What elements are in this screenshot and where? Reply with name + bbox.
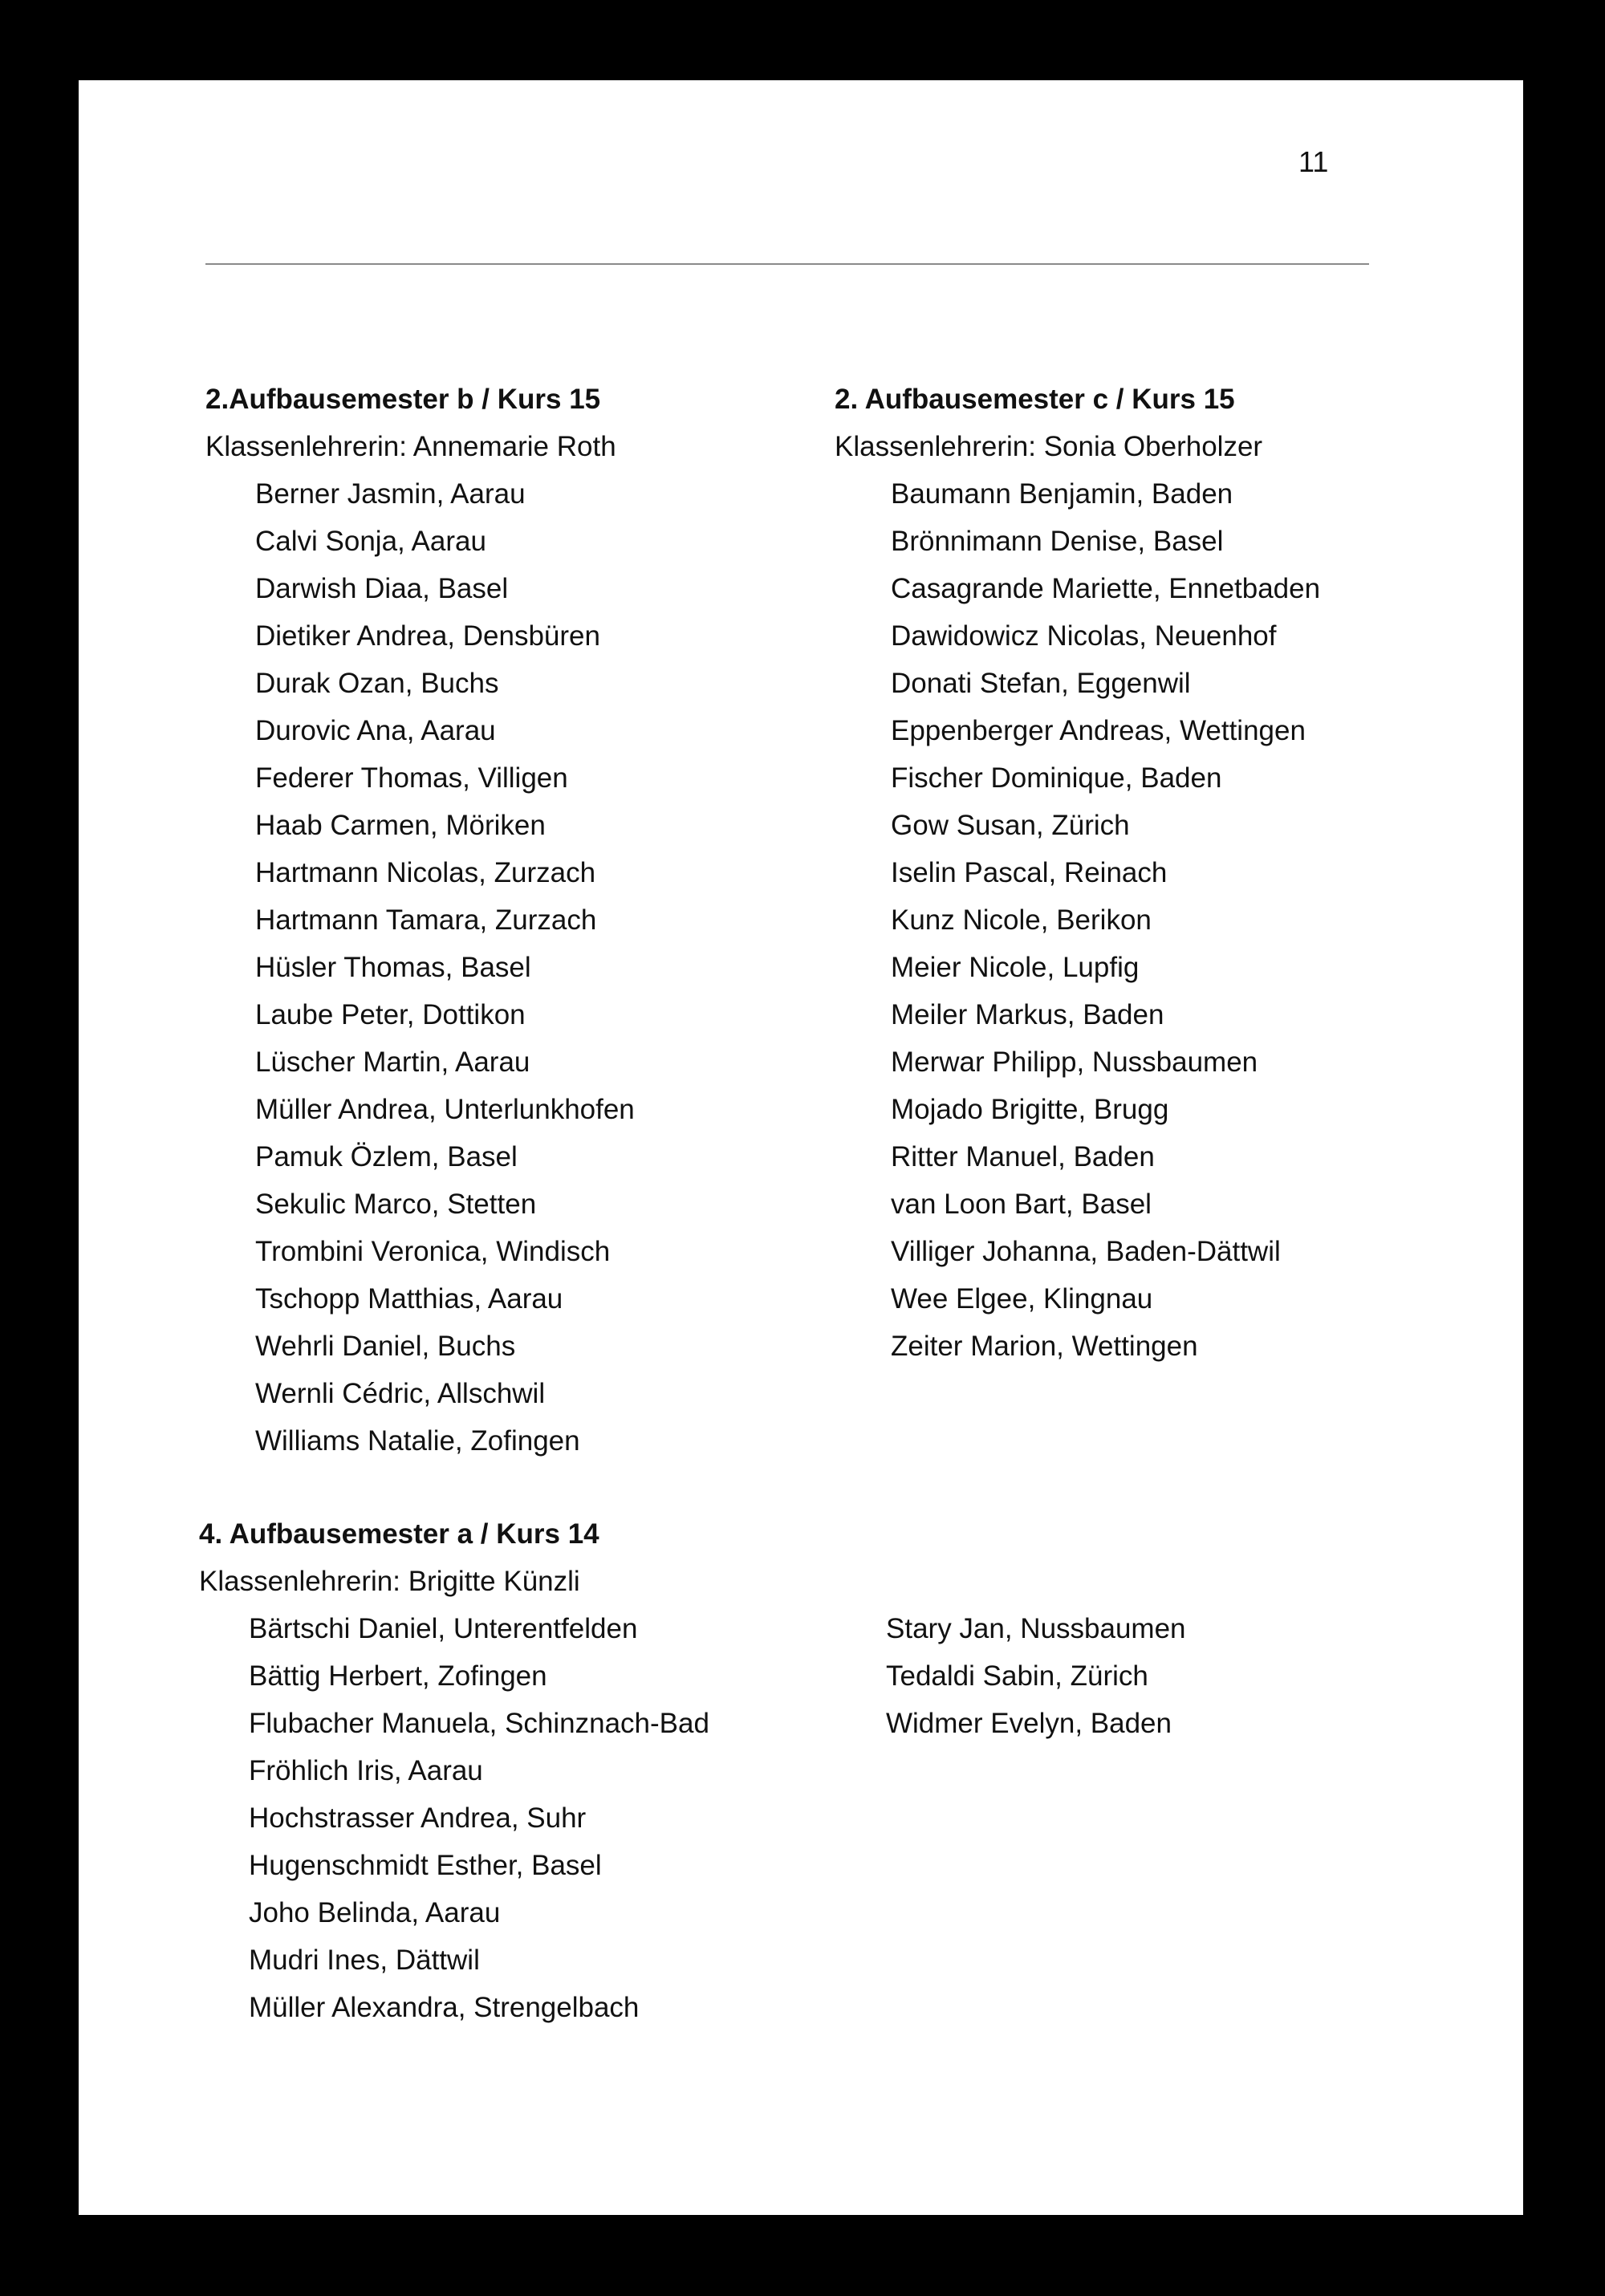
student-entry: Lüscher Martin, Aarau: [255, 1046, 530, 1078]
student-entry: Berner Jasmin, Aarau: [255, 478, 526, 510]
student-entry: Müller Andrea, Unterlunkhofen: [255, 1094, 635, 1125]
student-entry: Flubacher Manuela, Schinznach-Bad: [249, 1708, 709, 1739]
student-entry: Federer Thomas, Villigen: [255, 762, 568, 794]
student-entry: Joho Belinda, Aarau: [249, 1897, 501, 1928]
student-entry: van Loon Bart, Basel: [891, 1189, 1152, 1220]
student-entry: Darwish Diaa, Basel: [255, 573, 509, 604]
student-entry: Merwar Philipp, Nussbaumen: [891, 1046, 1258, 1078]
student-list: [886, 1605, 1186, 1747]
student-entry: Mudri Ines, Dättwil: [249, 1944, 480, 1976]
student-entry: Iselin Pascal, Reinach: [891, 857, 1168, 888]
section-heading: 4. Aufbausemester a / Kurs 14: [199, 1518, 599, 1550]
class-section-2b: [205, 376, 635, 1465]
page-number: 11: [1298, 145, 1329, 178]
student-entry: Meiler Markus, Baden: [891, 999, 1164, 1030]
section-heading: 2. Aufbausemester c / Kurs 15: [835, 384, 1235, 415]
student-entry: Sekulic Marco, Stetten: [255, 1189, 537, 1220]
student-entry: Widmer Evelyn, Baden: [886, 1708, 1172, 1739]
class-section-4a-col2: [886, 1605, 1186, 1747]
student-entry: Dawidowicz Nicolas, Neuenhof: [891, 620, 1277, 652]
class-section-4a: [199, 1510, 709, 2031]
student-entry: Gow Susan, Zürich: [891, 810, 1130, 841]
student-entry: Pamuk Özlem, Basel: [255, 1141, 518, 1172]
student-entry: Ritter Manuel, Baden: [891, 1141, 1155, 1172]
student-entry: Haab Carmen, Möriken: [255, 810, 546, 841]
student-list: [199, 1605, 709, 2031]
student-list: [205, 470, 635, 1465]
student-entry: Brönnimann Denise, Basel: [891, 526, 1224, 557]
student-entry: Bärtschi Daniel, Unterentfelden: [249, 1613, 638, 1644]
student-entry: Müller Alexandra, Strengelbach: [249, 1992, 640, 2023]
student-entry: Dietiker Andrea, Densbüren: [255, 620, 600, 652]
student-entry: Fischer Dominique, Baden: [891, 762, 1222, 794]
teacher-line: Klassenlehrerin: Annemarie Roth: [205, 431, 616, 462]
student-entry: Baumann Benjamin, Baden: [891, 478, 1233, 510]
student-entry: Hochstrasser Andrea, Suhr: [249, 1802, 587, 1834]
teacher-line: Klassenlehrerin: Sonia Oberholzer: [835, 431, 1263, 462]
student-entry: Wernli Cédric, Allschwil: [255, 1378, 546, 1409]
student-entry: Bättig Herbert, Zofingen: [249, 1660, 547, 1692]
student-entry: Hartmann Tamara, Zurzach: [255, 904, 597, 936]
student-entry: Donati Stefan, Eggenwil: [891, 668, 1191, 699]
student-entry: Tschopp Matthias, Aarau: [255, 1283, 563, 1315]
class-section-2c: [835, 376, 1320, 1370]
student-entry: Laube Peter, Dottikon: [255, 999, 526, 1030]
student-entry: Kunz Nicole, Berikon: [891, 904, 1152, 936]
student-entry: Hüsler Thomas, Basel: [255, 952, 531, 983]
student-entry: Trombini Veronica, Windisch: [255, 1236, 611, 1267]
student-list: [835, 470, 1320, 1370]
student-entry: Eppenberger Andreas, Wettingen: [891, 715, 1306, 746]
section-heading: 2.Aufbausemester b / Kurs 15: [205, 384, 601, 415]
student-entry: Stary Jan, Nussbaumen: [886, 1613, 1186, 1644]
student-entry: Williams Natalie, Zofingen: [255, 1425, 580, 1457]
student-entry: Durovic Ana, Aarau: [255, 715, 496, 746]
header-rule: [205, 263, 1369, 265]
student-entry: Hartmann Nicolas, Zurzach: [255, 857, 596, 888]
student-entry: Mojado Brigitte, Brugg: [891, 1094, 1169, 1125]
student-entry: Hugenschmidt Esther, Basel: [249, 1850, 602, 1881]
student-entry: Calvi Sonja, Aarau: [255, 526, 486, 557]
student-entry: Fröhlich Iris, Aarau: [249, 1755, 483, 1786]
student-entry: Durak Ozan, Buchs: [255, 668, 499, 699]
student-entry: Wehrli Daniel, Buchs: [255, 1331, 516, 1362]
student-entry: Zeiter Marion, Wettingen: [891, 1331, 1198, 1362]
student-entry: Tedaldi Sabin, Zürich: [886, 1660, 1148, 1692]
student-entry: Casagrande Mariette, Ennetbaden: [891, 573, 1321, 604]
teacher-line: Klassenlehrerin: Brigitte Künzli: [199, 1566, 580, 1597]
student-entry: Villiger Johanna, Baden-Dättwil: [891, 1236, 1281, 1267]
student-entry: Wee Elgee, Klingnau: [891, 1283, 1153, 1315]
student-entry: Meier Nicole, Lupfig: [891, 952, 1140, 983]
